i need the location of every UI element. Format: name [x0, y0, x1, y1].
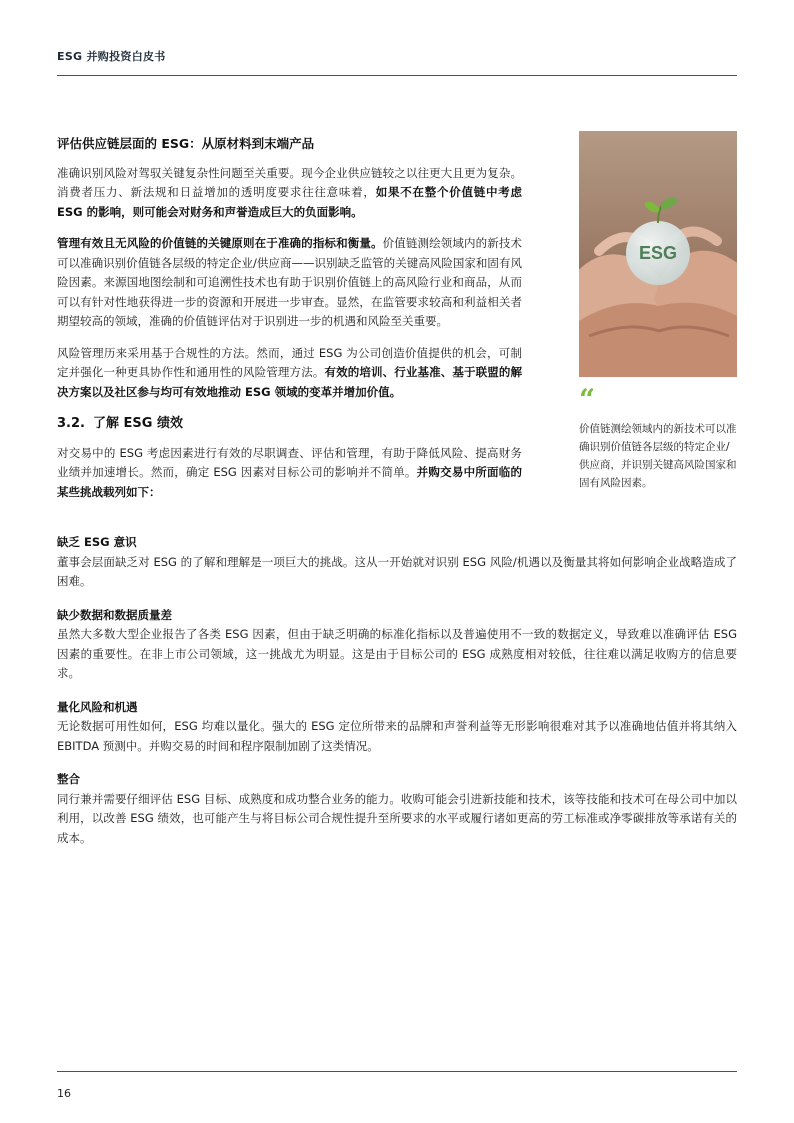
hands-esg-photo	[579, 131, 737, 377]
challenge-title: 缺少数据和数据质量差	[57, 607, 172, 622]
challenge-title: 量化风险和机遇	[57, 699, 138, 714]
challenge-body: 虽然大多数大型企业报告了各类 ESG 因素，但由于缺乏明确的标准化指标以及普遍使用不一致的数据定义，导致难以准确评估 ESG 因素的重要性。在非上市公司领域，这一挑战尤为明显。这是由于目标公司的 ESG 成熟度相对较低，往往难以满足收购方的信息要求。	[57, 627, 737, 680]
subsection-number: 3.2.	[57, 416, 85, 431]
header-rule	[57, 75, 737, 76]
challenge-body: 无论数据可用性如何，ESG 均难以量化。强大的 ESG 定位所带来的品牌和声誉利益等无形影响很难对其予以准确地估值并将其纳入 EBITDA 预测中。并购交易的时间和程序限制加剧了这类情况。	[57, 719, 737, 753]
main-column	[57, 134, 522, 514]
challenge-title: 缺乏 ESG 意识	[57, 535, 137, 549]
pull-quote: 价值链测绘领域内的新技术可以准确识别价值链各层级的特定企业/供应商，并识别关键高风险国家和固有风险因素。	[579, 423, 737, 489]
subsection-intro	[57, 444, 522, 503]
paragraph-3-text: 风险管理历来采用基于合规性的方法。然而，通过 ESG 为公司创造价值提供的机会，可制定并强化一种更具协作性和通用性的风险管理方法。	[57, 345, 522, 379]
challenges-list	[57, 533, 737, 862]
footer-rule	[57, 1071, 737, 1072]
subsection-intro-text: 对交易中的 ESG 考虑因素进行有效的尽职调查、评估和管理，有助于降低风险、提高财务业绩并加速增长。然而，确定 ESG 因素对目标公司的影响并不简单。	[57, 445, 522, 479]
paragraph-1	[57, 164, 522, 223]
paragraph-2	[57, 234, 522, 332]
paragraph-1-bold: 如果不在整个价值链中考虑 ESG 的影响，则可能会对财务和声誉造成巨大的负面影响。	[57, 185, 523, 219]
subsection-title: 了解 ESG 绩效	[93, 416, 183, 431]
paragraph-3	[57, 344, 522, 403]
quote-mark-icon: “	[579, 383, 596, 416]
page-number: 16	[57, 1087, 71, 1100]
paragraph-2-bold: 管理有效且无风险的价值链的关键原则在于准确的指标和衡量。	[57, 236, 383, 250]
challenge-title: 整合	[57, 772, 80, 786]
subsection-heading	[57, 414, 522, 434]
subsection-intro-bold: 并购交易中所面临的某些挑战载列如下：	[57, 465, 522, 499]
paragraph-2-text: 价值链测绘领域内的新技术可以准确识别价值链各层级的特定企业/供应商——识别缺乏监管的关键高风险国家和固有风险因素。来源国地图绘制和可追溯性技术也有助于识别价值链上的高风险行业和商品，从而可以有针对性地获得进一步的资源和开展进一步审查。显然，在监管要求较高和利益相关者期望较高的领域，准确的价值链评估对于识别进一步的机遇和风险至关重要。	[57, 236, 523, 328]
hands-esg-illustration	[579, 131, 737, 377]
challenge-body: 董事会层面缺乏对 ESG 的了解和理解是一项巨大的挑战。这从一开始就对识别 ESG 风险/机遇以及衡量其将如何影响企业战略造成了困难。	[57, 554, 737, 588]
challenge-body: 同行兼并需要仔细评估 ESG 目标、成熟度和成功整合业务的能力。收购可能会引进新技能和技术，该等技能和技术可在母公司中加以利用，以改善 ESG 绩效，也可能产生与将目标公司合规性提升至所要求的水平或履行诸如更高的劳工标准或净零碳排放等承诺有关的成本。	[57, 791, 737, 845]
paragraph-1-text: 准确识别风险对驾驭关键复杂性问题至关重要。现今企业供应链较之以往更大且更为复杂。消费者压力、新法规和日益增加的透明度要求往往意味着，	[57, 165, 522, 199]
paragraph-3-bold: 有效的培训、行业基准、基于联盟的解决方案以及社区参与均可有效地推动 ESG 领域的变革并增加价值。	[57, 365, 523, 399]
esg-logo-text: ESG	[638, 243, 678, 263]
header-title: ESG 并购投资白皮书	[57, 50, 166, 63]
section-heading: 评估供应链层面的 ESG：从原材料到末端产品	[57, 136, 315, 151]
